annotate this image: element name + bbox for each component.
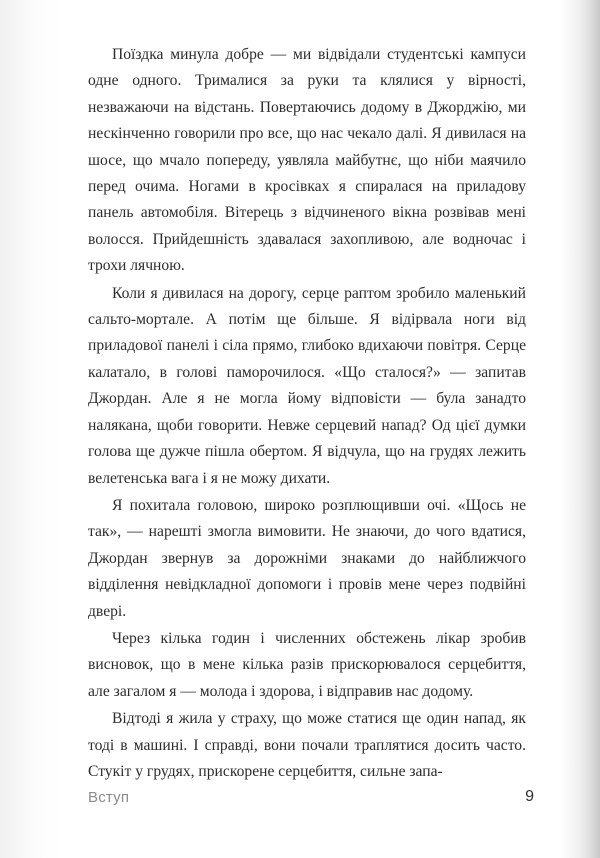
paragraph-3: Я похитала головою, широко розплющивши очі. «Щось не так», — нарешті змогла вимовити. Не знаючи, до чого вдатися, Джордан звернув за дорожніми знаками до найближчого відділення невідкладної допомоги і провів мене через подвійні двері.	[88, 496, 526, 620]
paragraph-5: Відтоді я жила у страху, що може статися ще один напад, як тоді в машині. І справді, вони почали траплятися досить часто. Стукіт у грудях, прискорене серцебиття, сильне запа-	[88, 710, 526, 780]
section-label: Вступ	[88, 789, 130, 806]
paragraph-1: Поїздка минула добре — ми відвідали студентські кампуси одне одного. Трималися за руки та клялися у вірності, незважаючи на відстань. Повертаючись додому в Джорджію, ми нескінченно говорили про все, що нас чекало далі. Я дивилася на шосе, що мчало попереду, уявляла майбутнє, що ніби маячило перед очима. Ногами в кросівках я спиралася на приладову панель автомобіля. Вітерець з відчиненого вікна розвівав мені волосся. Прийдешність здавалася захопливою, але водночас і трохи лячною.	[88, 46, 526, 275]
paragraph-4: Через кілька годин і численних обстежень лікар зробив висновок, що в мене кілька разів прискорювалося серцебиття, але загалом я — молода і здорова, і відправив нас додому.	[88, 629, 526, 700]
page-edge-shadow	[580, 0, 600, 858]
page-number: 9	[525, 788, 534, 805]
body-text	[88, 42, 526, 785]
paragraph-2: Коли я дивилася на дорогу, серце раптом зробило маленький сальто-мортале. А потім ще більше. Я відірвала ноги від приладової панелі і сіла прямо, глибоко вдихаючи повітря. Серце калатало, в голові паморочилося. «Що сталося?» — запитав Джордан. Але я не могла йому відповісти — була занадто налякана, щоби говорити. Невже серцевий напад? Од цієї думки голова ще дужче пішла обертом. Я відчула, що на грудях лежить велетенська вага і я не можу дихати.	[88, 284, 526, 487]
